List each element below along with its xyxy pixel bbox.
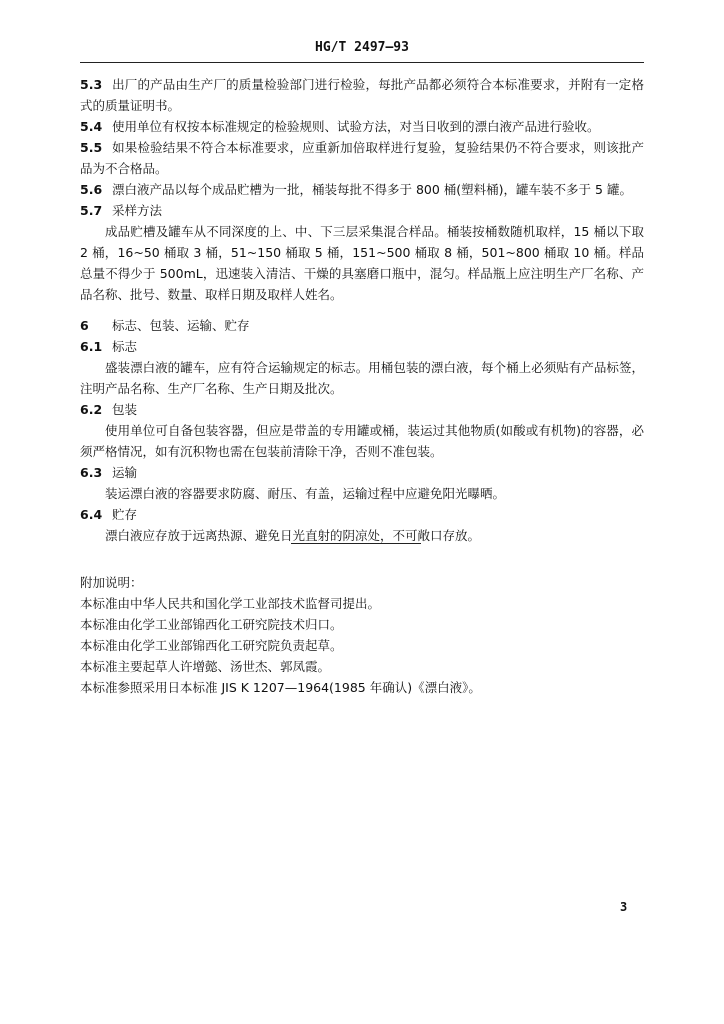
clause-number: 5.4 xyxy=(80,119,103,134)
clause-number: 5.5 xyxy=(80,140,103,155)
clause-5-7 xyxy=(80,200,644,221)
additional-notes xyxy=(80,572,644,698)
clause-title: 包装 xyxy=(111,402,137,417)
clause-5-4 xyxy=(80,116,644,137)
clause-6-1-heading xyxy=(80,336,644,357)
standard-code-header: HG/T 2497—93 xyxy=(315,40,409,55)
clause-title: 贮存 xyxy=(111,507,137,522)
clause-6-3-text: 装运漂白液的容器要求防腐、耐压、有盖，运输过程中应避免阳光曝晒。 xyxy=(105,486,506,501)
clause-title: 运输 xyxy=(111,465,137,480)
clause-number: 5.6 xyxy=(80,182,103,197)
sampling-method-text: 成品贮槽及罐车从不同深度的上、中、下三层采集混合样品。桶装按桶数随机取样，15 桶以下取 2 桶，16~50 桶取 3 桶，51~150 桶取 5 桶，151~500 桶取 8 桶，501~800 桶取 10 桶。样品总量不得少于 500mL，迅速装入清洁、干燥的具塞磨口瓶中，混匀。样品瓶上应注明生产厂名称、产品名称、批号、数量、取样日期及取样人姓名。 xyxy=(80,224,644,302)
clause-number: 6.3 xyxy=(80,465,103,480)
clause-6-2-text: 使用单位可自备包装容器，但应是带盖的专用罐或桶，装运过其他物质(如酸或有机物)的容器，必须严格情况，如有沉积物也需在包装前清除干净，否则不准包装。 xyxy=(80,423,644,459)
clause-number: 6.1 xyxy=(80,339,103,354)
clause-text: 漂白液产品以每个成品贮槽为一批，桶装每批不得多于 800 桶(塑料桶)，罐车装不多于 5 罐。 xyxy=(111,182,632,197)
notes-line: 本标准由化学工业部锦西化工研究院负责起草。 xyxy=(80,638,343,653)
page-number: 3 xyxy=(620,900,628,914)
clause-title: 标志 xyxy=(111,339,137,354)
section-title: 标志、包装、运输、贮存 xyxy=(111,318,250,333)
clause-6-1-text: 盛装漂白液的罐车，应有符合运输规定的标志。用桶包装的漂白液，每个桶上必须贴有产品标签，注明产品名称、生产厂名称、生产日期及批次。 xyxy=(80,360,644,396)
clause-6-2-heading xyxy=(80,399,644,420)
clause-5-5 xyxy=(80,137,644,179)
notes-line: 本标准参照采用日本标准 JIS K 1207—1964(1985 年确认)《漂白液》。 xyxy=(80,680,481,695)
clause-text: 使用单位有权按本标准规定的检验规则、试验方法，对当日收到的漂白液产品进行验收。 xyxy=(111,119,600,134)
clause-number: 6.4 xyxy=(80,507,103,522)
clause-text: 出厂的产品由生产厂的质量检验部门进行检验，每批产品都必须符合本标准要求，并附有一定格式的质量证明书。 xyxy=(80,77,644,113)
section-number: 6 xyxy=(80,318,89,333)
notes-line: 本标准主要起草人许增懿、汤世杰、郭凤霞。 xyxy=(80,659,331,674)
clause-number: 5.7 xyxy=(80,203,103,218)
clause-6-4-heading xyxy=(80,504,644,525)
notes-line: 本标准由化学工业部锦西化工研究院技术归口。 xyxy=(80,617,343,632)
body-text xyxy=(80,74,644,546)
header-rule xyxy=(80,62,644,63)
notes-line: 本标准由中华人民共和国化学工业部技术监督司提出。 xyxy=(80,596,381,611)
clause-5-3 xyxy=(80,74,644,116)
clause-6-4-text: 漂白液应存放于远离热源、避免日光直射的阴凉处，不可敞口存放。 xyxy=(105,528,481,543)
clause-text: 如果检验结果不符合本标准要求，应重新加倍取样进行复验，复验结果仍不符合要求，则该批产品为不合格品。 xyxy=(80,140,644,176)
clause-5-6 xyxy=(80,179,644,200)
notes-title: 附加说明： xyxy=(80,575,143,590)
clause-text: 采样方法 xyxy=(111,203,162,218)
clause-number: 6.2 xyxy=(80,402,103,417)
section-6-heading xyxy=(80,315,644,336)
clause-6-3-heading xyxy=(80,462,644,483)
clause-number: 5.3 xyxy=(80,77,103,92)
end-of-text-rule xyxy=(291,543,421,544)
